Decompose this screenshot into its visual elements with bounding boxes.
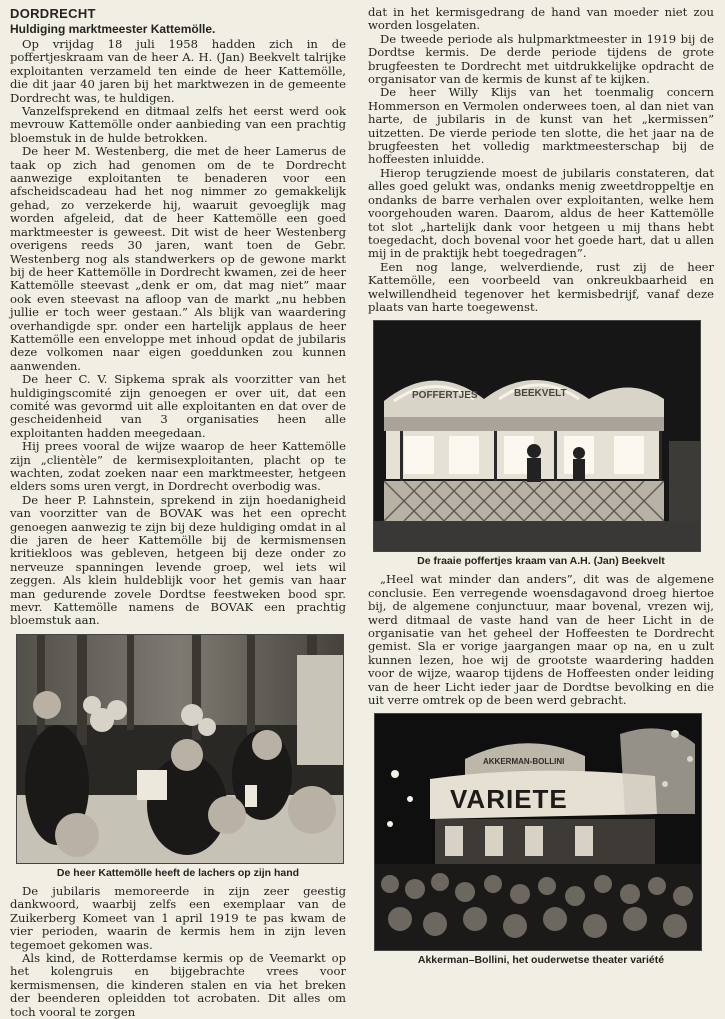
poffertjes-photo	[373, 320, 701, 552]
section-title: DORDRECHT	[10, 6, 96, 21]
right-middle-text-block	[368, 573, 714, 707]
paragraph: De jubilaris memoreerde in zijn zeer geestig dankwoord, waarbij zelfs een exemplaar van de Zuikerberg Komeet van 1 april 1919 te pas kwam de vier perioden, waarin de kermis hem in zijn leven tegemoet gekomen was.	[10, 883, 346, 952]
paragraph: De heer C. V. Sipkema sprak als voorzitter van het huldigingscomité zijn genoegen er over uit, dat een comité was gevormd uit alle exploitanten en dat over de gescheidenheid van 3 organisaties heen alle exploitanten hadden meegedaan.	[10, 372, 346, 440]
paragraph: De heer Willy Klijs van het toenmalig concern Hommerson en Vermolen onderwees toen, al dan niet van harte, de jubilaris in de kunst van het „kermissen” uitzetten. De vierde periode ten slotte, die het jaar na de brugfeesten het volledig marktmeesterschap bij de hoffeesten inluidde.	[368, 85, 714, 167]
poffertjes-photo-image	[374, 321, 700, 551]
theater-photo-image	[375, 714, 701, 950]
left-column	[10, 6, 346, 1019]
left-bottom-text-block	[10, 885, 346, 1019]
poffertjes-sign-right: BEEKVELT	[514, 388, 567, 400]
paragraph: Hierop terugziende moest de jubilaris constateren, dat alles goed gelukt was, ondanks menig zweetdroppeltje en ondanks de barre verhalen over exploitanten, welke hem voorgehouden waren. Daarom, aldus de heer Kattemölle tot slot „hartelijk dank voor hetgeen u mij thans hebt toegedacht, doch bovenal voor het goede hart, dat u allen mij in de praktijk hebt toegedragen”.	[368, 165, 714, 261]
paragraph: Als kind, de Rotterdamse kermis op de Veemarkt op het kolengruis en bijgebrachte vrees voor kermismensen, die kinderen stalen en via het breken der beenderen opleidden tot acrobaten. Dit alles om toch vooral te zorgen	[10, 950, 346, 1019]
theater-sign-top: AKKERMAN-BOLLINI	[483, 757, 565, 767]
party-photo-image	[17, 635, 343, 863]
paragraph: De tweede periode als hulpmarktmeester in 1919 bij de Dordtse kermis. De derde periode tijdens de grote brugfeesten te Dordrecht met uitdrukkelijke opdracht de organisator van de kermis de kunst af te kijken.	[368, 31, 714, 87]
poffertjes-photo-caption: De fraaie poffertjes kraam van A.H. (Jan) Beekvelt	[417, 555, 665, 568]
party-photo	[16, 634, 344, 864]
paragraph: Op vrijdag 18 juli 1958 hadden zich in de poffertjeskraam van de heer A. H. (Jan) Beekvelt talrijke exploitanten verzameld ten einde de heer Kattemölle, die dit jaar 40 jaren bij het marktwezen in de gemeente Dordrecht was, te huldigen.	[10, 37, 346, 105]
right-column	[368, 6, 714, 972]
paragraph: dat in het kermisgedrang de hand van moeder niet zou worden losgelaten.	[368, 5, 714, 33]
article-title: Huldiging marktmeester Kattemölle.	[10, 22, 216, 36]
paragraph: De heer M. Westenberg, die met de heer Lamerus de taak op zich had genomen om de te Dordrecht aanwezige exploitanten te benaderen voor een afscheidscadeau had het nog nimmer zo gemakkelijk gehad, zo verzekerde hij, waaruit gevoeglijk mag worden afgeleid, dat de heer Kattemölle een goed marktmeester is geweest. Dit wist de heer Westenberg overigens reeds 30 jaren, want toen de Gebr. Westenberg nog als standwerkers op de gewone markt bij de heer Kattemölle in Dordrecht kwamen, zei de heer Kattemölle steevast „denk er om, dat mag niet” maar ook even steevast na afloop van de markt „nu hebben jullie er toch weer gestaan.” Als blijk van waardering overhandigde spr. onder een hartelijk applaus de heer Kattemölle een enveloppe met inhoud opdat de jubilaris deze volkomen naar eigen goeddunken zou kunnen aanwenden.	[10, 144, 346, 373]
paragraph: Een nog lange, welverdiende, rust zij de heer Kattemölle, een voorbeeld van onkreukbaarheid en welwillendheid tegenover het kermisbedrijf, vanaf deze plaats van harte toegewenst.	[368, 259, 714, 314]
paragraph: Vanzelfsprekend en ditmaal zelfs het eerst werd ook mevrouw Kattemölle onder aanbieding van een prachtig bloemstuk in de hulde betrokken.	[10, 104, 346, 145]
party-photo-caption: De heer Kattemölle heeft de lachers op zijn hand	[56, 866, 300, 879]
theater-photo-caption: Akkerman–Bollini, het ouderwetse theater variété	[417, 954, 665, 967]
paragraph: Hij prees vooral de wijze waarop de heer Kattemölle zijn „clientèle” de kermisexploitanten, placht op te wachten, zodat zoeken naar een marktmeester, hetgeen elders soms uren vergt, in Dordrecht overbodig was.	[10, 439, 346, 494]
left-text-block	[10, 38, 346, 628]
paragraph: De heer P. Lahnstein, sprekend in zijn hoedanigheid van voorzitter van de BOVAK was het een oprecht genoegen aanwezig te zijn bij deze huldiging omdat in al die jaren de heer Kattemölle bij de kermismensen kritiekloos was gebleven, hetgeen bij deze onder zo nerveuze spanningen levende groep, wel iets wil zeggen. Als klein huldeblijk voor het gemis van haar man gedurende zovele Dordtse feestweken bood spr. mevr. Kattemölle namens de BOVAK een prachtig bloemstuk aan.	[10, 492, 346, 628]
poffertjes-sign-left: POFFERTJES	[412, 390, 478, 402]
right-top-text-block	[368, 6, 714, 314]
paragraph: „Heel wat minder dan anders”, dit was de algemene conclusie. Een verregende woensdagavond droeg hiertoe bij, de algemene conjunctuur, maar bovenal, vrezen wij, werd ditmaal de vaste hand van de heer Licht in de organisatie van het geheel der Hoffeesten te Dordrecht gemist. Sla er vorige jaargangen maar op na, en u zult kunnen lezen, hoe wij de grootste waardering hadden voor de wijze, waarop tijdens de Hoffeesten onder leiding van de heer Licht ieder jaar de Dordtse bevolking en die uit verre omtrek op de been werd gebracht.	[368, 572, 714, 707]
theater-sign-main: VARIETE	[450, 784, 568, 815]
theater-photo	[374, 713, 702, 951]
